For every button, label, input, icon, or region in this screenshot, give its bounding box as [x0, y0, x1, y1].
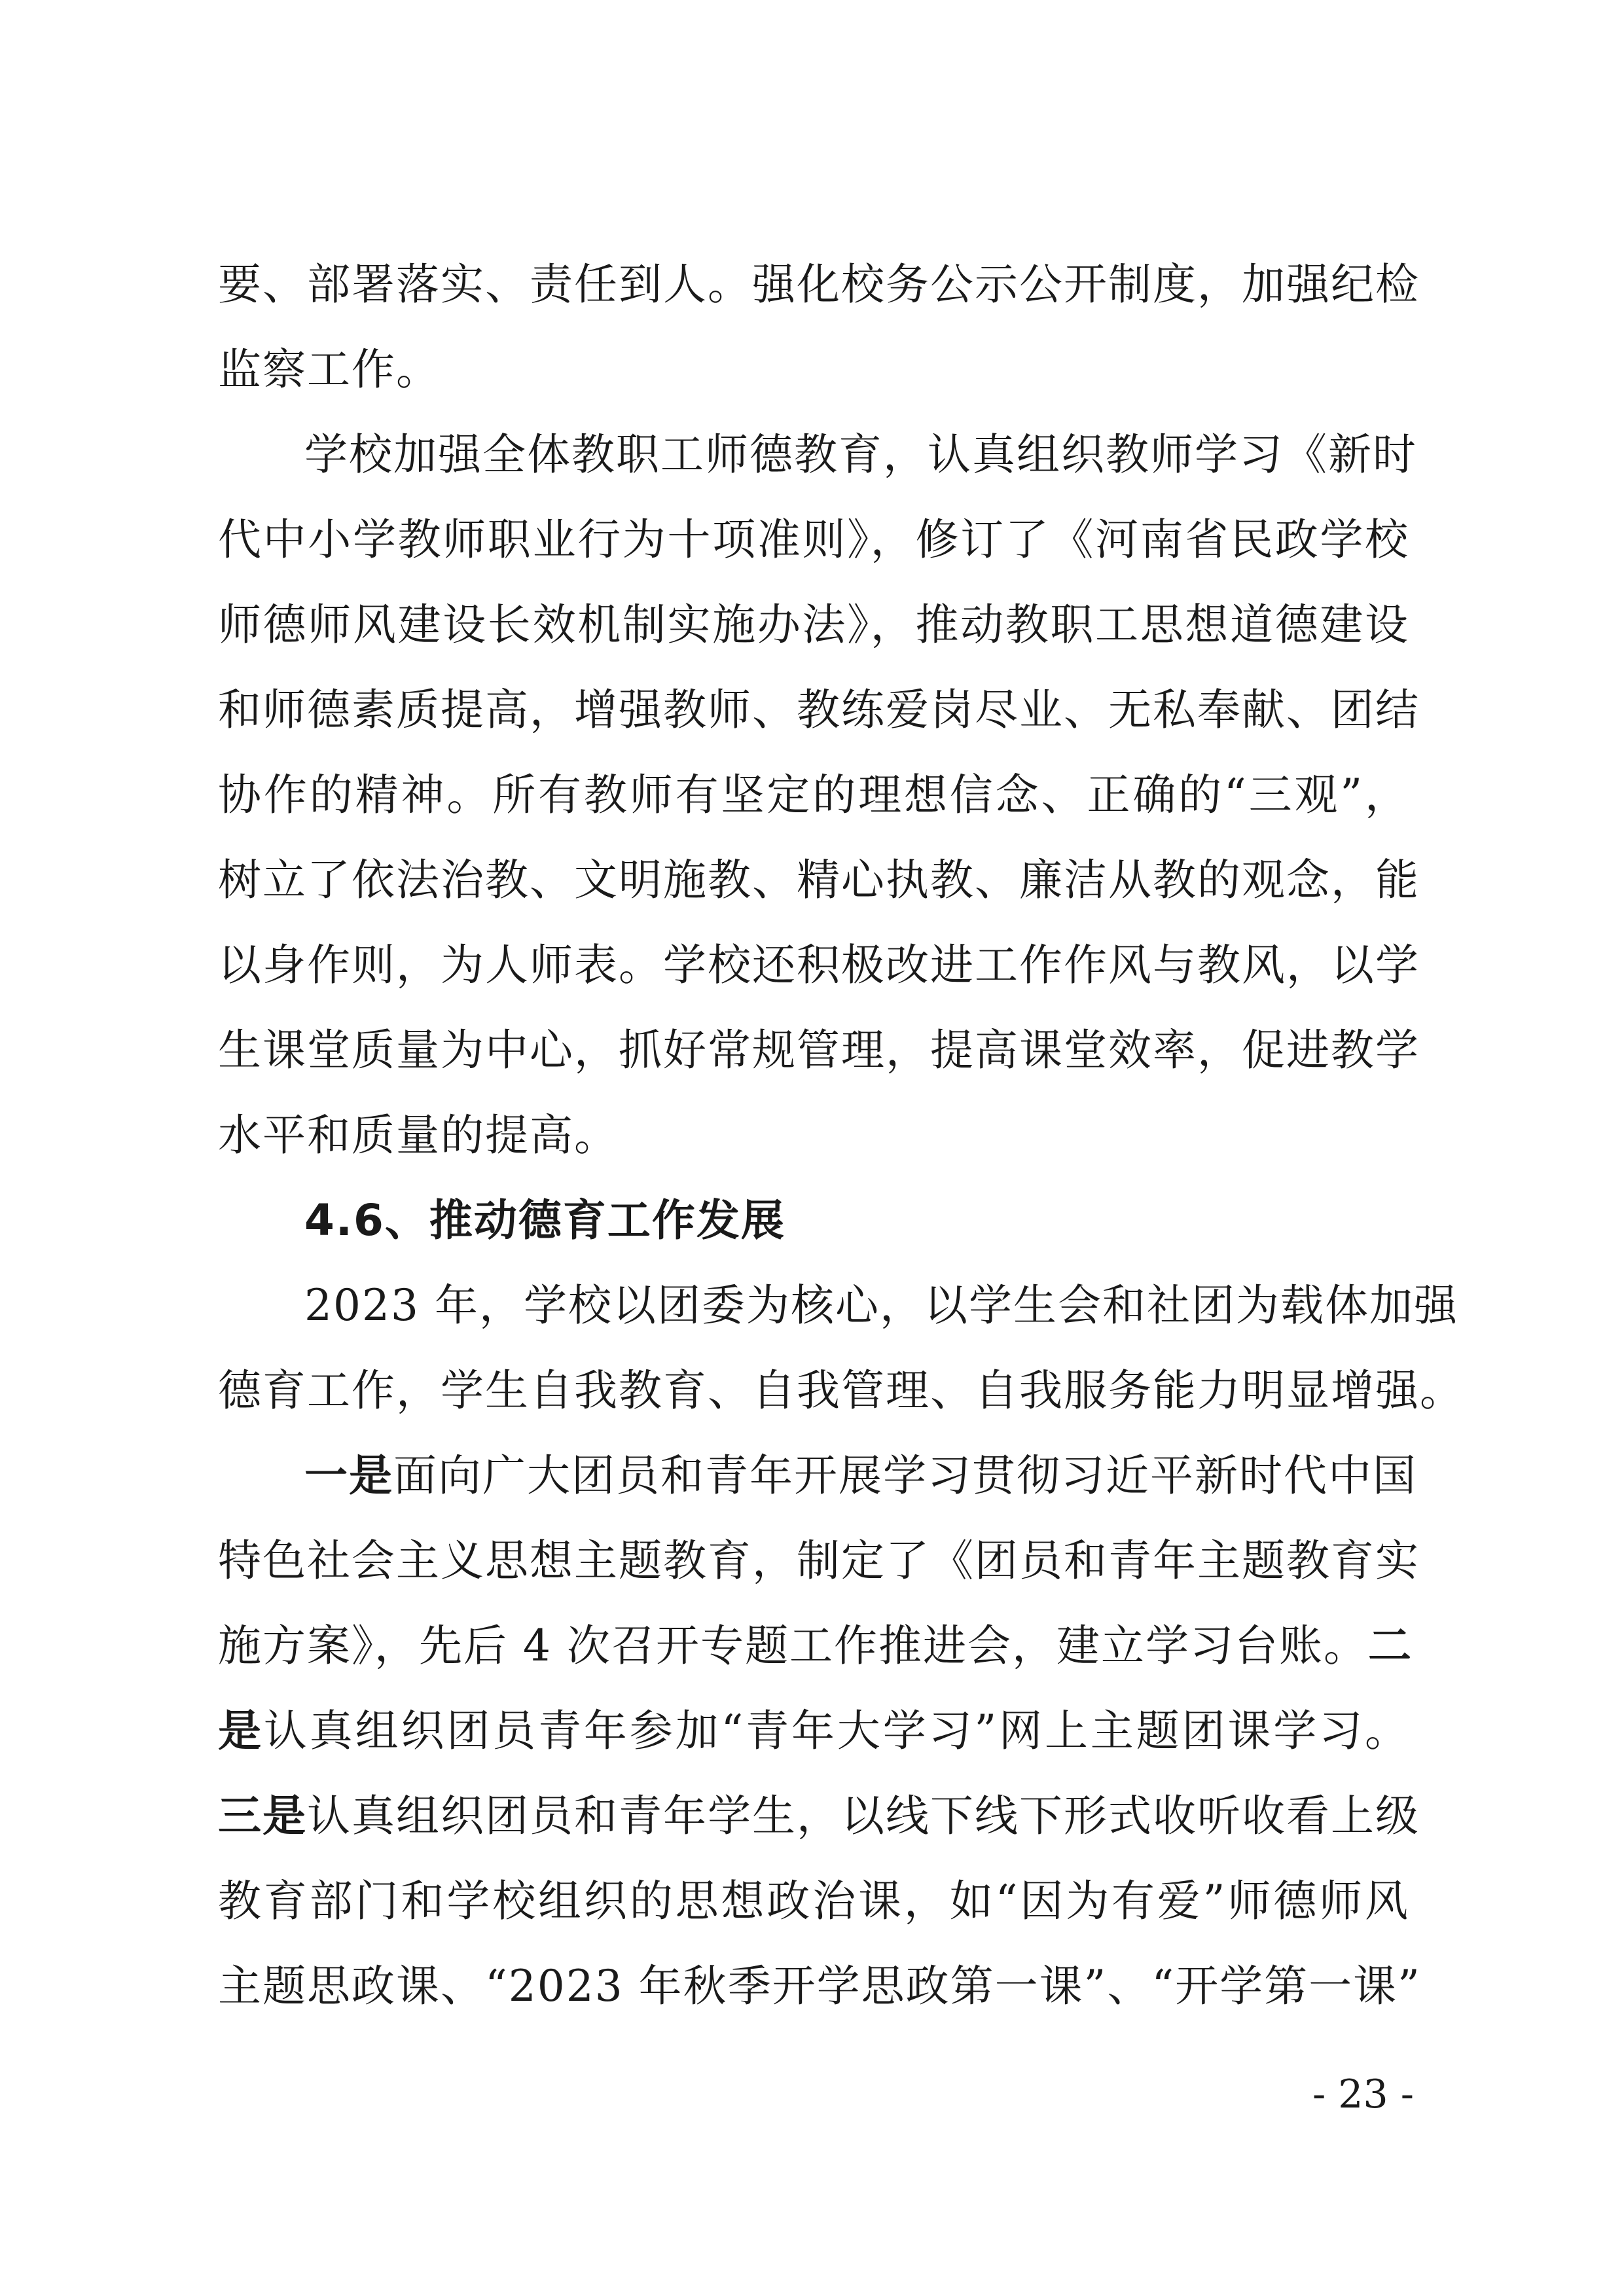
list-item-1-line [304, 1430, 1417, 1522]
paragraph-line: 特色社会主义思想主题教育，制定了《团员和青年主题教育实 [218, 1535, 1420, 1586]
paragraph-line: 2023 年，学校以团委为核心，以学生会和社团为载体加强 [304, 1280, 1458, 1331]
item-marker: 一是 [304, 1450, 393, 1501]
item-marker: 三是 [218, 1791, 307, 1841]
list-item-3-line [218, 1770, 1420, 1862]
item-text: 认真组织团员和青年学生，以线下线下形式收听收看上级 [307, 1791, 1420, 1841]
item-marker: 二 [1367, 1621, 1413, 1671]
list-item-2-start-line [218, 1600, 1413, 1692]
paragraph-line: 树立了依法治教、文明施教、精心执教、廉洁从教的观念，能 [218, 855, 1420, 905]
paragraph-text: 施方案》，先后 4 次召开专题工作推进会，建立学习台账。 [218, 1621, 1368, 1671]
paragraph-line: 师德师风建设长效机制实施办法》，推动教职工思想道德建设 [218, 600, 1409, 650]
paragraph-line: 主题思政课、“2023 年秋季开学思政第一课”、“开学第一课” [218, 1961, 1421, 2011]
item-text: 认真组织团员青年参加“青年大学习”网上主题团课学习。 [263, 1706, 1410, 1756]
list-item-2-line [218, 1685, 1409, 1777]
paragraph-line: 监察工作。 [218, 344, 441, 395]
page-number: - 23 - [1312, 2072, 1414, 2117]
section-heading: 4.6、推动德育工作发展 [304, 1195, 785, 1246]
paragraph-line: 德育工作，学生自我教育、自我管理、自我服务能力明显增强。 [218, 1365, 1464, 1416]
paragraph-line: 教育部门和学校组织的思想政治课，如“因为有爱”师德师风 [218, 1876, 1409, 1926]
paragraph-line: 和师德素质提高，增强教师、教练爱岗尽业、无私奉献、团结 [218, 685, 1420, 735]
paragraph-line: 水平和质量的提高。 [218, 1110, 619, 1160]
paragraph-line: 以身作则，为人师表。学校还积极改进工作作风与教风，以学 [218, 940, 1420, 990]
item-text: 面向广大团员和青年开展学习贯彻习近平新时代中国 [393, 1450, 1417, 1501]
paragraph-line: 代中小学教师职业行为十项准则》，修订了《河南省民政学校 [218, 514, 1409, 565]
item-marker: 是 [218, 1706, 264, 1756]
paragraph-line: 协作的精神。所有教师有坚定的理想信念、正确的“三观”， [218, 770, 1409, 820]
paragraph-line: 学校加强全体教职工师德教育，认真组织教师学习《新时 [304, 429, 1417, 480]
paragraph-line: 生课堂质量为中心，抓好常规管理，提高课堂效率，促进教学 [218, 1025, 1420, 1075]
paragraph-line: 要、部署落实、责任到人。强化校务公示公开制度，加强纪检 [218, 259, 1420, 310]
